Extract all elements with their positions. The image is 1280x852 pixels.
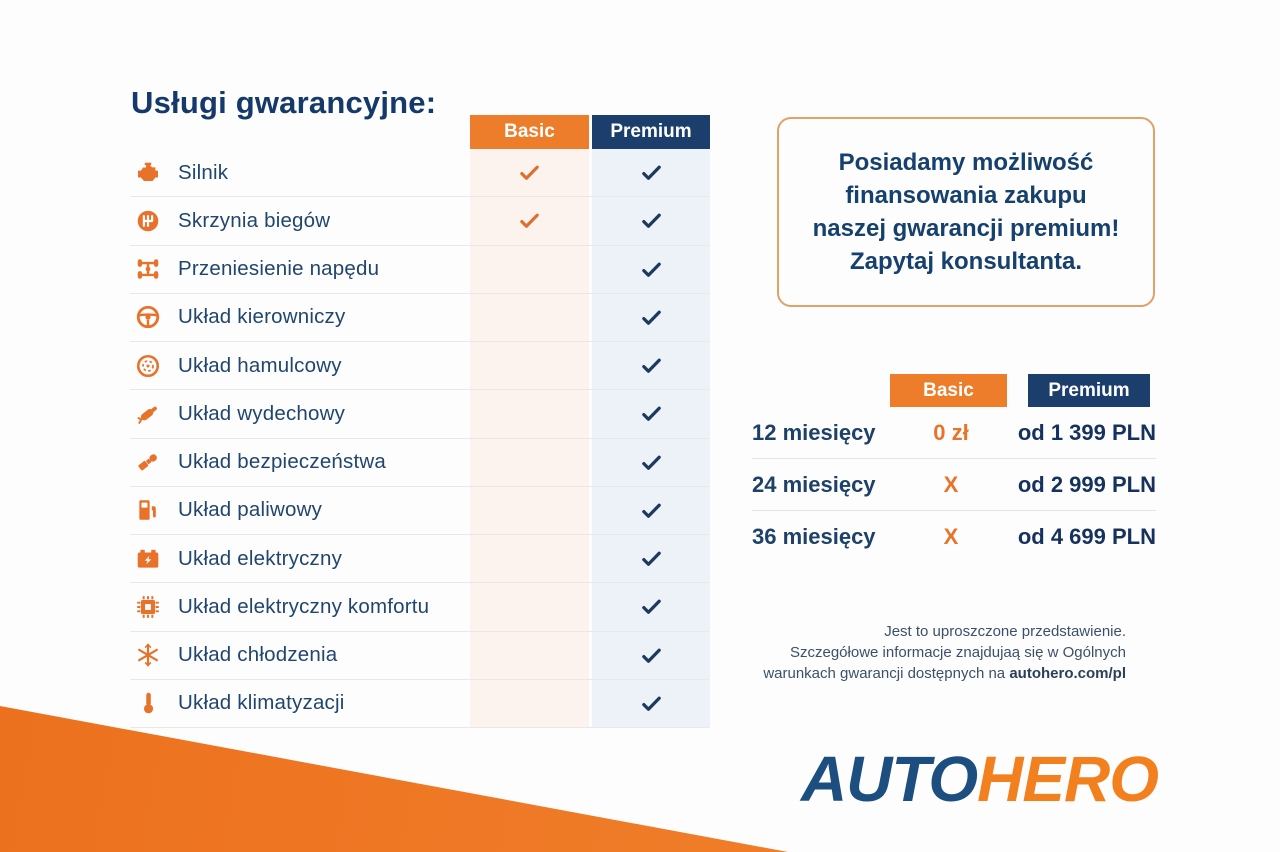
check-icon xyxy=(640,402,663,425)
premium-coverage-cell xyxy=(592,583,710,630)
basic-coverage-cell xyxy=(470,535,589,582)
basic-coverage-cell xyxy=(470,246,589,293)
financing-card-line: Posiadamy możliwość xyxy=(838,149,1094,176)
warranty-row xyxy=(130,680,710,728)
basic-coverage-cell xyxy=(470,294,589,341)
check-icon xyxy=(640,595,663,618)
warranty-item-label: Przeniesienie napędu xyxy=(178,257,380,281)
check-icon xyxy=(640,644,663,667)
logo-hero-text: HERO xyxy=(977,743,1158,815)
warranty-item-label: Układ bezpieczeństwa xyxy=(178,450,386,474)
warranty-row xyxy=(130,294,710,342)
disclaimer-line xyxy=(718,663,1126,684)
steering-wheel-icon xyxy=(133,304,163,330)
disclaimer-line: Jest to uproszczone przedstawienie. xyxy=(884,623,1126,640)
basic-coverage-cell xyxy=(470,197,589,244)
warranty-row xyxy=(130,390,710,438)
drivetrain-icon xyxy=(133,256,163,282)
check-icon xyxy=(640,209,663,232)
warranty-item-label: Układ hamulcowy xyxy=(178,353,342,377)
pricing-table xyxy=(752,407,1156,563)
pricing-row xyxy=(752,407,1156,459)
basic-coverage-cell xyxy=(470,632,589,679)
pricing-premium-column-header: Premium xyxy=(1028,374,1150,407)
brake-disc-icon xyxy=(133,353,163,379)
basic-coverage-cell xyxy=(470,680,589,727)
warranty-row xyxy=(130,487,710,535)
warranty-item-label: Układ kierowniczy xyxy=(178,305,346,329)
gearbox-icon xyxy=(133,208,163,234)
exhaust-icon xyxy=(133,401,163,427)
premium-coverage-cell xyxy=(592,487,710,534)
check-icon xyxy=(640,354,663,377)
premium-coverage-cell xyxy=(592,294,710,341)
premium-coverage-cell xyxy=(592,535,710,582)
premium-coverage-cell xyxy=(592,632,710,679)
pricing-basic-column-header: Basic xyxy=(890,374,1007,407)
check-icon xyxy=(640,547,663,570)
seatbelt-icon xyxy=(133,449,163,475)
disclaimer-line-prefix: warunkach gwarancji dostępnych na xyxy=(763,665,1010,682)
logo-auto-text: AUTO xyxy=(800,743,978,815)
warranty-row xyxy=(130,342,710,390)
thermometer-icon xyxy=(133,690,163,716)
basic-coverage-cell xyxy=(470,583,589,630)
premium-price-value: od 4 699 PLN xyxy=(1017,524,1156,549)
warranty-row xyxy=(130,246,710,294)
autohero-logo xyxy=(800,743,1158,815)
warranty-row xyxy=(130,439,710,487)
fuel-pump-icon xyxy=(133,497,163,523)
warranty-item-label: Układ wydechowy xyxy=(178,401,346,425)
premium-coverage-cell xyxy=(592,197,710,244)
basic-price-value: 0 zł xyxy=(933,419,969,445)
warranty-item-label: Silnik xyxy=(178,160,229,184)
financing-info-card xyxy=(777,117,1155,307)
check-icon xyxy=(640,451,663,474)
warranty-item-label: Układ elektryczny xyxy=(178,546,343,570)
check-icon xyxy=(640,258,663,281)
check-icon xyxy=(640,161,663,184)
warranty-premium-column-header: Premium xyxy=(592,115,710,149)
snowflake-icon xyxy=(133,642,163,668)
basic-price-value: X xyxy=(943,524,959,549)
pricing-duration-label: 12 miesięcy xyxy=(752,419,876,445)
page-title: Usługi gwarancyjne: xyxy=(131,84,437,120)
pricing-row xyxy=(752,459,1156,511)
check-icon xyxy=(640,692,663,715)
premium-coverage-cell xyxy=(592,342,710,389)
pricing-duration-label: 36 miesięcy xyxy=(752,524,876,549)
premium-coverage-cell xyxy=(592,439,710,486)
warranty-item-label: Układ chłodzenia xyxy=(178,643,338,667)
warranty-table xyxy=(130,149,710,728)
chip-icon xyxy=(133,594,163,620)
check-icon xyxy=(518,209,541,232)
warranty-item-label: Układ elektryczny komfortu xyxy=(178,594,430,618)
website-link: autohero.com/pl xyxy=(1009,665,1126,682)
warranty-row xyxy=(130,583,710,631)
premium-price-value: od 1 399 PLN xyxy=(1017,419,1156,445)
premium-coverage-cell xyxy=(592,680,710,727)
check-icon xyxy=(640,306,663,329)
basic-coverage-cell xyxy=(470,487,589,534)
warranty-row xyxy=(130,197,710,245)
financing-card-line: Zapytaj konsultanta. xyxy=(849,248,1083,275)
premium-price-value: od 2 999 PLN xyxy=(1017,471,1156,497)
basic-coverage-cell xyxy=(470,439,589,486)
warranty-basic-column-header: Basic xyxy=(470,115,589,149)
engine-icon xyxy=(133,160,163,186)
check-icon xyxy=(640,499,663,522)
basic-coverage-cell xyxy=(470,342,589,389)
basic-coverage-cell xyxy=(470,390,589,437)
pricing-row xyxy=(752,511,1156,563)
warranty-item-label: Układ paliwowy xyxy=(178,498,323,522)
warranty-item-label: Układ klimatyzacji xyxy=(178,691,345,715)
premium-coverage-cell xyxy=(592,149,710,196)
disclaimer-line: Szczegółowe informacje znajdujaą się w Ogólnych xyxy=(789,644,1126,661)
pricing-duration-label: 24 miesięcy xyxy=(752,471,876,497)
warranty-item-label: Skrzynia biegów xyxy=(178,208,331,232)
premium-coverage-cell xyxy=(592,246,710,293)
warranty-row xyxy=(130,632,710,680)
basic-price-value: X xyxy=(943,471,959,497)
financing-card-line: finansowania zakupu xyxy=(845,182,1087,209)
financing-card-line: naszej gwarancji premium! xyxy=(812,215,1120,242)
warranty-row xyxy=(130,535,710,583)
premium-coverage-cell xyxy=(592,390,710,437)
battery-icon xyxy=(133,546,163,572)
basic-coverage-cell xyxy=(470,149,589,196)
disclaimer xyxy=(718,621,1126,684)
warranty-row xyxy=(130,149,710,197)
check-icon xyxy=(518,161,541,184)
